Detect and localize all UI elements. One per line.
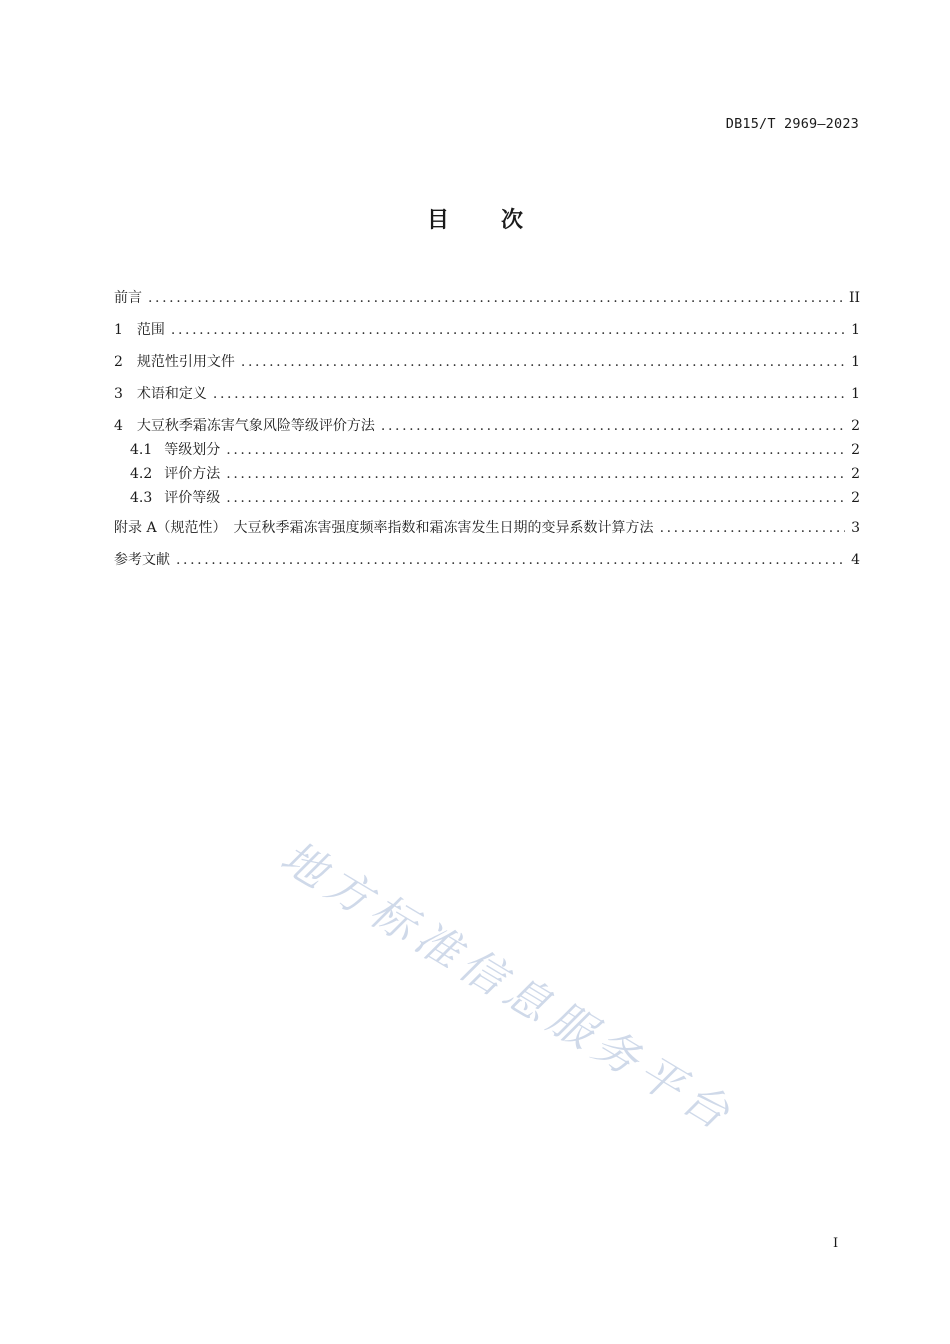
toc-entry-page: 2 [851, 466, 860, 482]
toc-entry-page: 2 [851, 442, 860, 458]
toc-entry-page: 2 [851, 490, 860, 506]
toc-heading [0, 203, 950, 234]
toc-leader-dots [226, 440, 845, 460]
toc-leader-dots [226, 488, 845, 508]
toc-leader-dots [381, 416, 845, 436]
toc-entry-page: 1 [851, 322, 860, 338]
toc-entry-foreword[interactable] [114, 288, 860, 308]
toc-entry-number: 4.1 [130, 442, 153, 458]
toc-entry-number: 2 [114, 354, 123, 370]
toc-entry-label: 大豆秋季霜冻害气象风险等级评价方法 [136, 418, 375, 434]
toc-entry-evaluation-grade[interactable] [114, 488, 860, 508]
toc-entry-page: 1 [851, 354, 860, 370]
toc-entry-evaluation-method[interactable] [114, 416, 860, 436]
toc-entry-label: 范围 [136, 322, 165, 338]
toc-leader-dots [660, 518, 846, 538]
toc-entry-label: 前言 [114, 290, 142, 306]
toc-entry-label: 规范性引用文件 [136, 354, 235, 370]
toc-entry-label: 等级划分 [164, 442, 221, 458]
toc-leader-dots [148, 288, 843, 308]
toc-entry-page: 3 [851, 520, 860, 536]
toc-leader-dots [213, 384, 845, 404]
toc-entry-terms-definitions[interactable] [114, 384, 860, 404]
toc-entry-number: 3 [114, 386, 123, 402]
toc-entry-bibliography[interactable] [114, 550, 860, 570]
toc-entry-label: 评价等级 [164, 490, 221, 506]
page-number: I [833, 1236, 839, 1251]
table-of-contents [114, 288, 860, 570]
toc-entry-page: II [848, 290, 860, 306]
toc-leader-dots [171, 320, 845, 340]
platform-watermark: 地方标准信息服务平台 [271, 831, 744, 1144]
toc-entry-scope[interactable] [114, 320, 860, 340]
toc-entry-evaluation-approach[interactable] [114, 464, 860, 484]
toc-entry-label: 评价方法 [164, 466, 221, 482]
toc-entry-label: 附录 A（规范性） 大豆秋季霜冻害强度频率指数和霜冻害发生日期的变异系数计算方法 [114, 520, 654, 536]
document-code: DB15/T 2969—2023 [725, 116, 859, 132]
toc-entry-appendix-a[interactable] [114, 518, 860, 538]
toc-leader-dots [241, 352, 845, 372]
toc-heading-char-2: 次 [501, 208, 524, 233]
toc-entry-page: 1 [851, 386, 860, 402]
toc-entry-number: 4 [114, 418, 123, 434]
toc-heading-char-1: 目 [426, 208, 449, 233]
toc-entry-number: 4.3 [130, 490, 153, 506]
toc-entry-label: 参考文献 [114, 552, 170, 568]
toc-entry-number: 1 [114, 322, 123, 338]
toc-entry-grade-division[interactable] [114, 440, 860, 460]
toc-entry-number: 4.2 [130, 466, 153, 482]
toc-entry-page: 2 [851, 418, 860, 434]
toc-leader-dots [176, 550, 845, 570]
toc-entry-label: 术语和定义 [136, 386, 207, 402]
toc-entry-normative-references[interactable] [114, 352, 860, 372]
toc-entry-page: 4 [851, 552, 860, 568]
toc-leader-dots [226, 464, 845, 484]
